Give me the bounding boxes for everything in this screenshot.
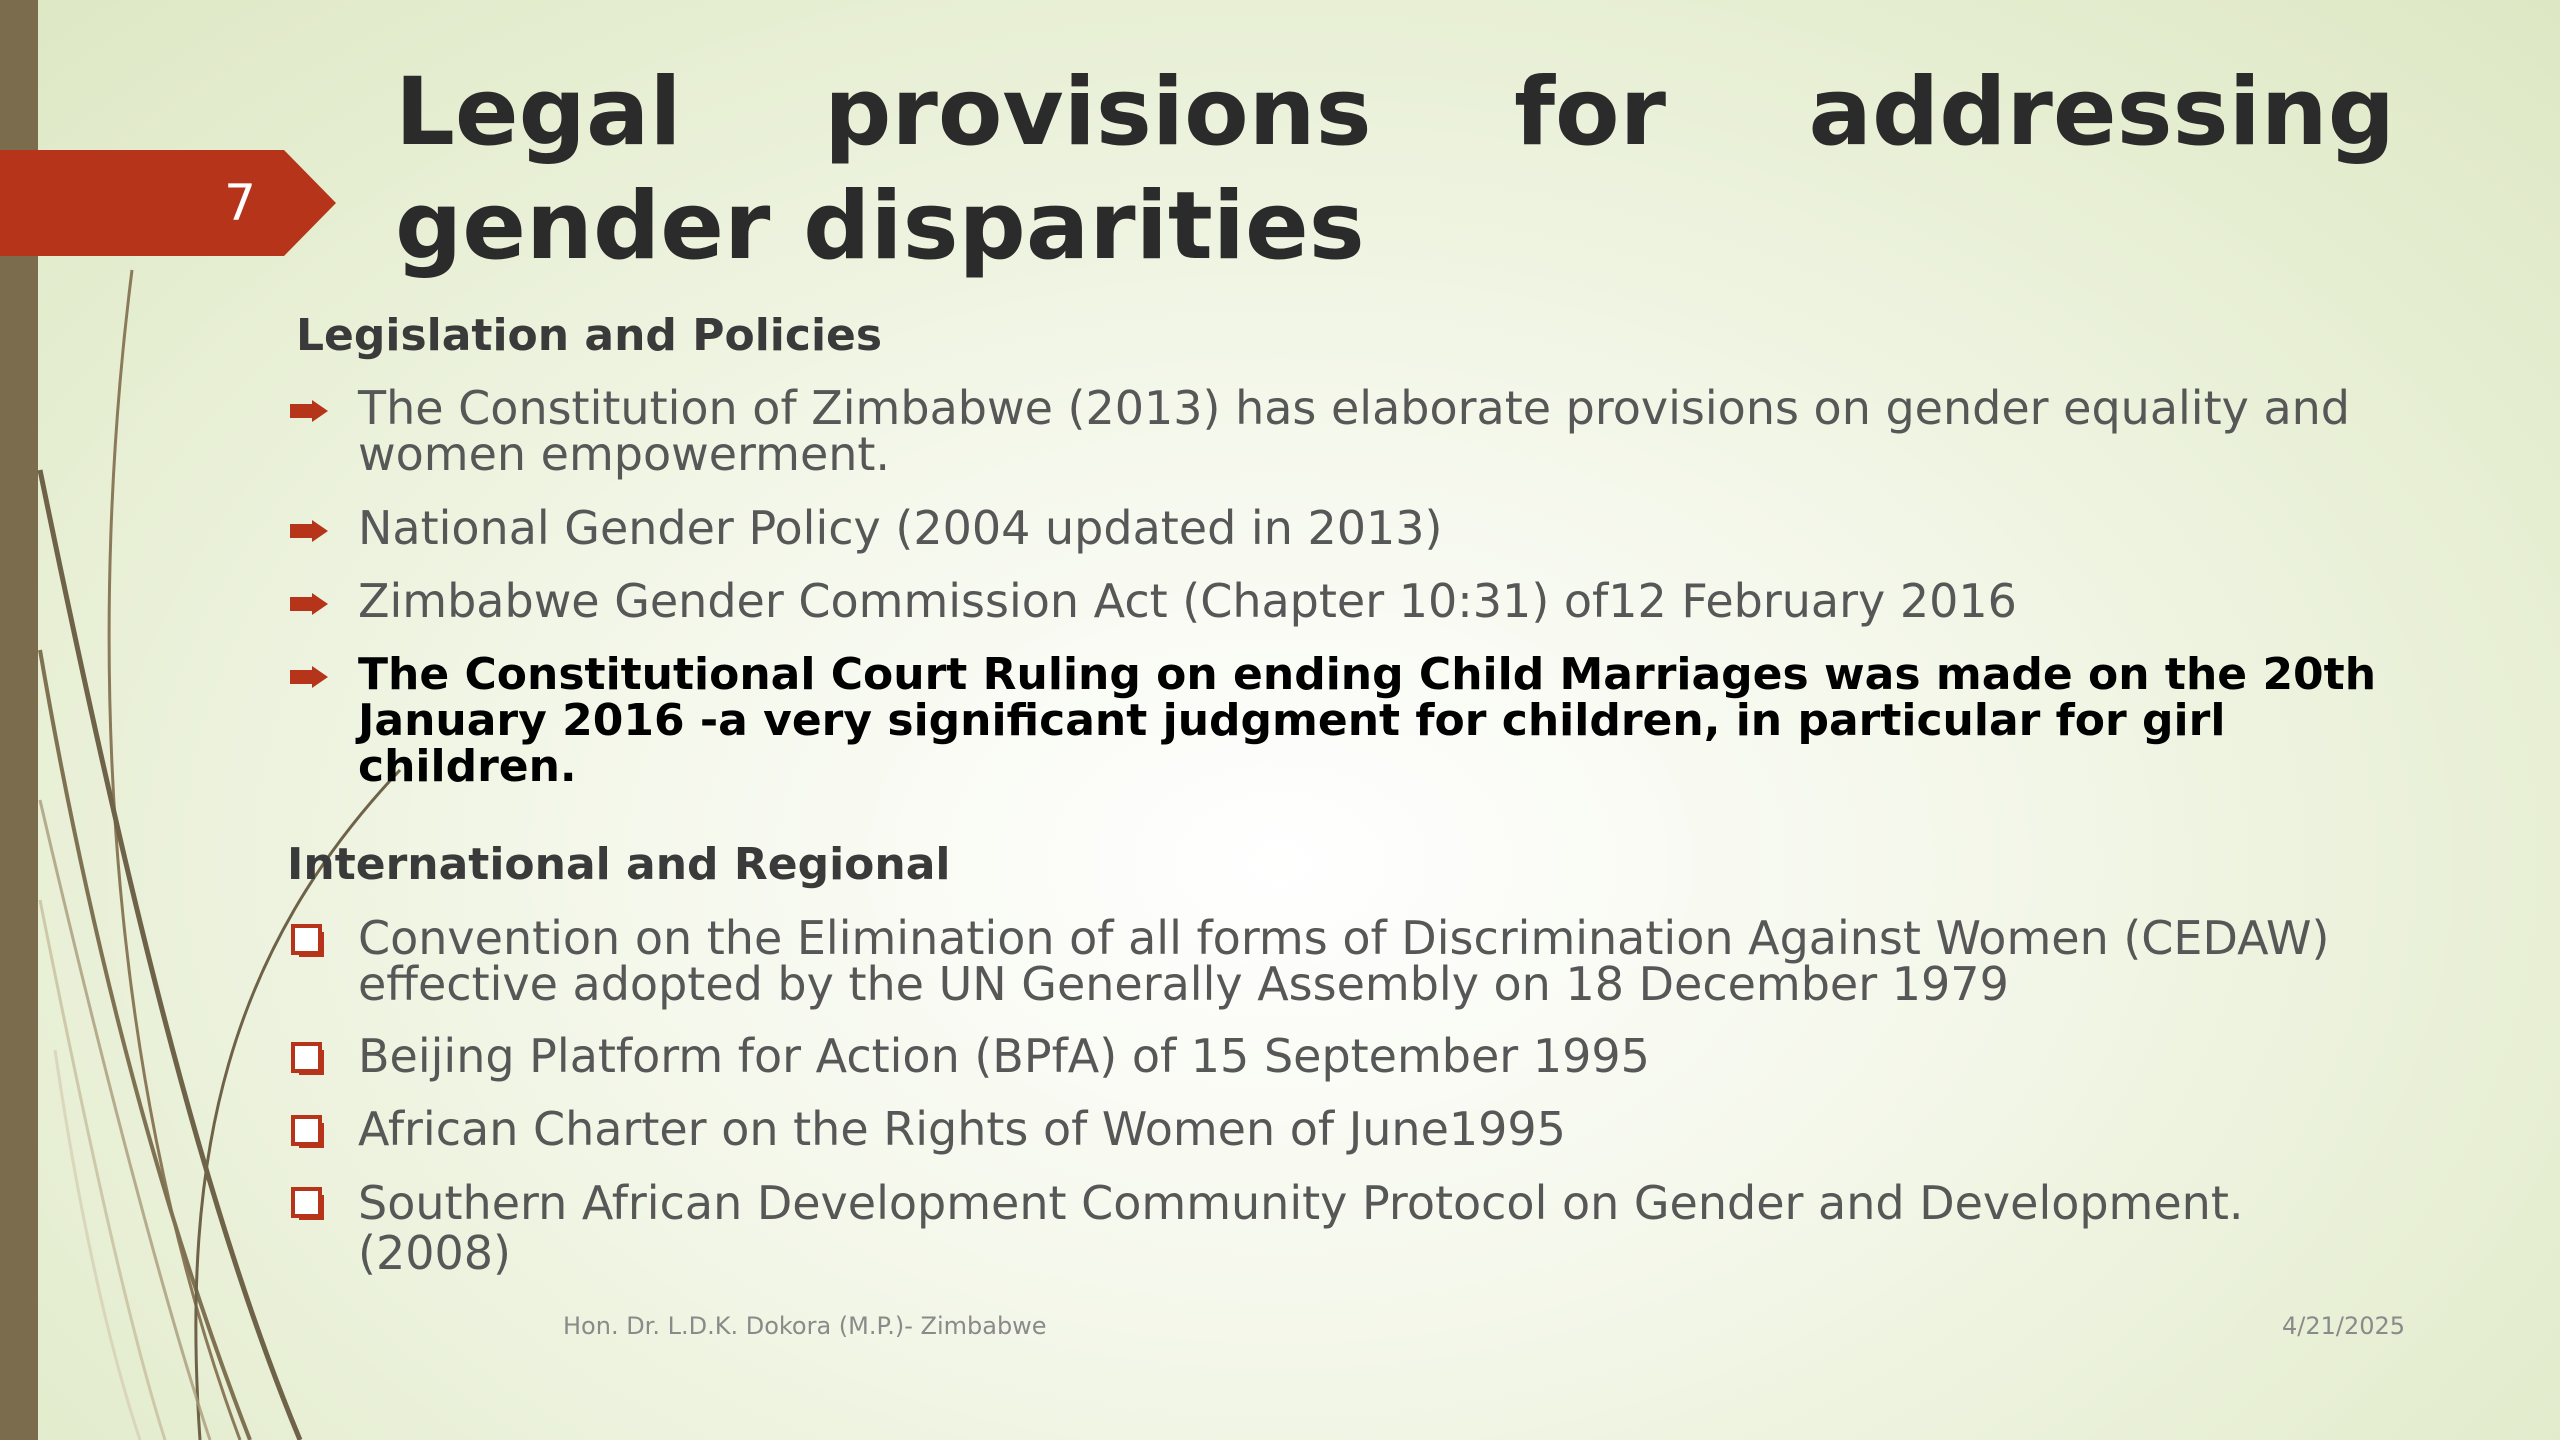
list-item-emphasis: The Constitutional Court Ruling on ending Child Marriages was made on the 20th January 2016 -a very significant judgment for children, in particular for girl children. (358, 649, 2377, 792)
slide-number: 7 (224, 174, 256, 232)
arrow-bullet-icon (290, 520, 328, 542)
checkbox-bullet-icon (291, 1042, 325, 1076)
arrow-bullet-icon (290, 400, 328, 422)
list-item: National Gender Policy (2004 updated in 2013) (358, 501, 1443, 555)
list-item: Southern African Development Community Protocol on Gender and Development.(2008) (358, 1176, 2244, 1280)
arrow-bullet-icon (290, 593, 328, 615)
section-heading-legislation: Legislation and Policies (296, 310, 883, 361)
footer-author: Hon. Dr. L.D.K. Dokora (M.P.)- Zimbabwe (563, 1312, 1047, 1340)
list-item: The Constitution of Zimbabwe (2013) has elaborate provisions on gender equality and women empowerment. (358, 381, 2350, 481)
arrow-bullet-icon (290, 666, 328, 688)
checkbox-bullet-icon (291, 924, 325, 958)
slide-title: Legal provisions for addressing gender disparities (395, 58, 2395, 281)
footer-date: 4/21/2025 (2282, 1312, 2406, 1340)
section-heading-international: International and Regional (287, 839, 951, 890)
list-item: African Charter on the Rights of Women of June1995 (358, 1102, 1566, 1156)
checkbox-bullet-icon (291, 1187, 325, 1221)
list-item: Zimbabwe Gender Commission Act (Chapter 10:31) of12 February 2016 (358, 574, 2017, 628)
checkbox-bullet-icon (291, 1115, 325, 1149)
list-item: Convention on the Elimination of all forms of Discrimination Against Women (CEDAW) effective adopted by the UN Generally Assembly on 18 December 1979 (358, 911, 2330, 1011)
list-item: Beijing Platform for Action (BPfA) of 15 September 1995 (358, 1029, 1650, 1083)
